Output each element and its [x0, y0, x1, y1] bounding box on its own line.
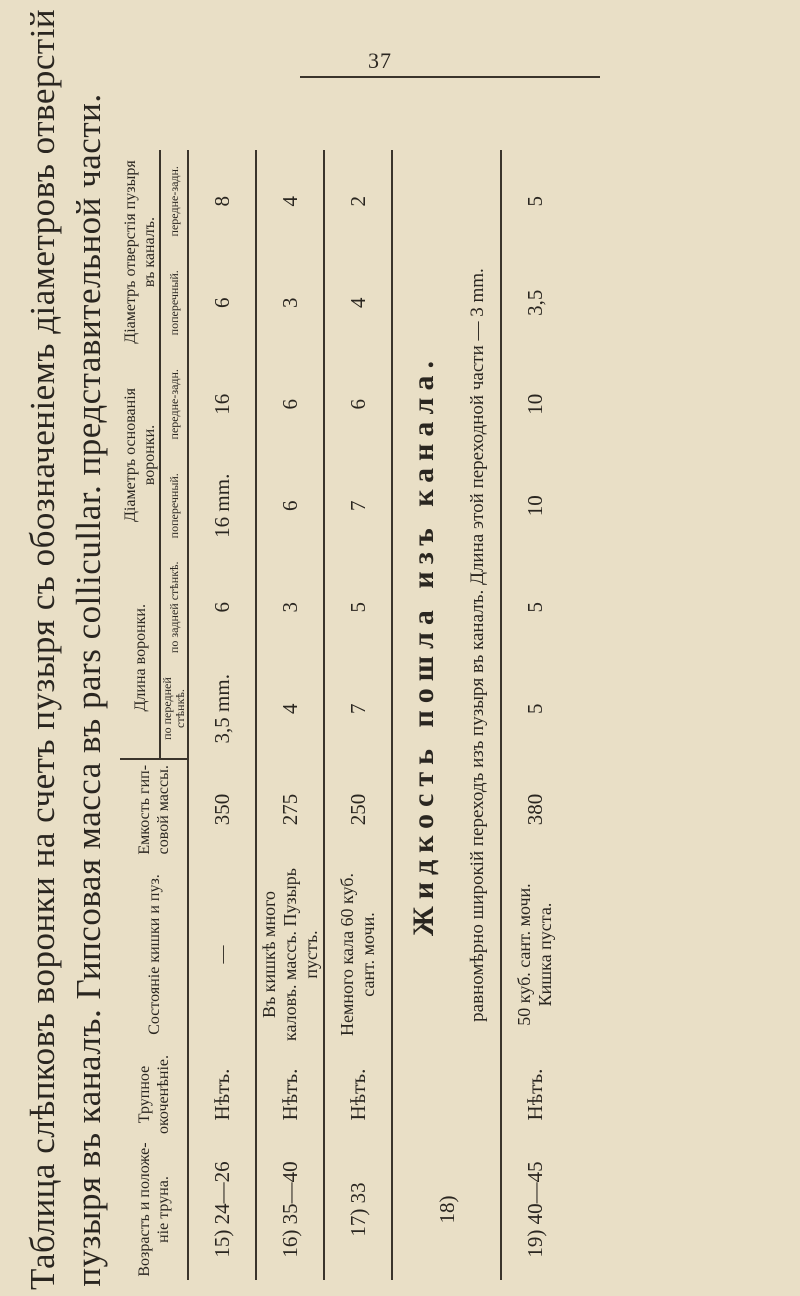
cell-bd-trans: 16 mm.	[210, 473, 234, 538]
cell-tube: Нѣтъ.	[501, 1050, 569, 1140]
header-opening-diameter: Діаметръ отверстія пузыря въ каналъ.	[121, 151, 161, 354]
cell-fl-front: 5	[501, 658, 569, 760]
cell-state: Въ кишкѣ много каловъ. массъ. Пузырь пустъ.	[256, 860, 324, 1050]
cell-bd-ant: 6	[256, 354, 324, 456]
cell-fl-back: 3	[256, 557, 324, 659]
cell-fl-front: 4	[256, 658, 324, 760]
cell-capacity: 380	[501, 760, 569, 860]
row18-caption: Жидкость пошла изъ канала.	[392, 151, 456, 1140]
header-capacity: Емкость гип-совой массы.	[121, 760, 189, 860]
cell-od-trans: 4	[324, 252, 392, 354]
cell-tube: Нѣтъ.	[256, 1050, 324, 1140]
table-row	[188, 151, 256, 1280]
table-row	[256, 151, 324, 1280]
cell-age: 16) 35—40	[256, 1140, 324, 1280]
header-state: Состояніе кишки и пуз.	[121, 860, 189, 1050]
cell-age: 19) 40—45	[501, 1140, 569, 1280]
header-fl-back: по задней стѣнкѣ.	[160, 557, 188, 659]
cell-bd-ant: 6	[324, 354, 392, 456]
cell-od-ant: 5	[501, 151, 569, 253]
cell-capacity: 250	[324, 760, 392, 860]
header-funnel-length: Длина воронки.	[121, 557, 161, 760]
header-bd-ant: передне-задн.	[160, 354, 188, 456]
header-age: Возрастъ и положе-ніе труна.	[121, 1140, 189, 1280]
cell-bd-ant: 16	[210, 393, 234, 415]
table-row	[324, 151, 392, 1280]
cell-fl-front: 7	[324, 658, 392, 760]
cell-od-ant: 8	[210, 196, 234, 207]
cell-state: —	[211, 945, 232, 964]
title-line-1: Таблица слѣпковъ воронки на счетъ пузыря съ обозначеніемъ діаметровъ отверстій	[23, 8, 62, 1290]
cell-fl-back: 6	[210, 602, 234, 613]
cell-row18-num: 18)	[392, 1140, 501, 1280]
cell-bd-trans: 10	[501, 455, 569, 557]
title-line-2: пузыря въ каналъ. Гипсовая масса въ pars collicullar. представительной части.	[69, 93, 108, 1287]
cell-bd-trans: 7	[324, 455, 392, 557]
header-fl-front: по передней стѣнкѣ.	[160, 658, 188, 760]
cell-od-ant: 4	[256, 151, 324, 253]
page-number: 37	[368, 48, 392, 73]
row18-text: равномѣрно широкій переходъ изъ пузыря въ каналъ. Длина этой переходной части — 3 mm.	[467, 268, 488, 1022]
cell-age: 17) 33	[324, 1140, 392, 1280]
cell-od-trans: 3,5	[501, 252, 569, 354]
cell-od-trans: 6	[210, 297, 234, 308]
header-base-diameter: Діаметръ основанія воронки.	[121, 354, 161, 557]
table-title	[20, 8, 112, 1290]
cell-fl-front: 3,5 mm.	[210, 674, 234, 744]
table-row-18-text	[456, 151, 502, 1280]
cell-tube: Нѣтъ.	[210, 1068, 234, 1121]
header-rule	[300, 76, 600, 78]
cell-age: 15) 24—26	[210, 1161, 234, 1258]
cell-fl-back: 5	[501, 557, 569, 659]
header-row-top	[121, 151, 161, 1280]
cell-fl-back: 5	[324, 557, 392, 659]
data-table	[120, 150, 569, 1280]
cell-bd-trans: 6	[256, 455, 324, 557]
cell-od-trans: 3	[256, 252, 324, 354]
cell-bd-ant: 10	[501, 354, 569, 456]
table-row	[501, 151, 569, 1280]
header-tube: Трупное окоченѣніе.	[121, 1050, 189, 1140]
cell-capacity: 350	[210, 793, 234, 826]
cell-state: 50 куб. сант. мочи. Кишка пуста.	[501, 860, 569, 1050]
header-bd-trans: поперечный.	[160, 455, 188, 557]
header-od-ant: передне-задн.	[160, 151, 188, 253]
cell-capacity: 275	[256, 760, 324, 860]
cell-tube: Нѣтъ.	[324, 1050, 392, 1140]
cell-state: Немного кала 60 куб. сант. мочи.	[324, 860, 392, 1050]
table-row-18-caption	[392, 151, 456, 1280]
cell-od-ant: 2	[324, 151, 392, 253]
header-od-trans: поперечный.	[160, 252, 188, 354]
